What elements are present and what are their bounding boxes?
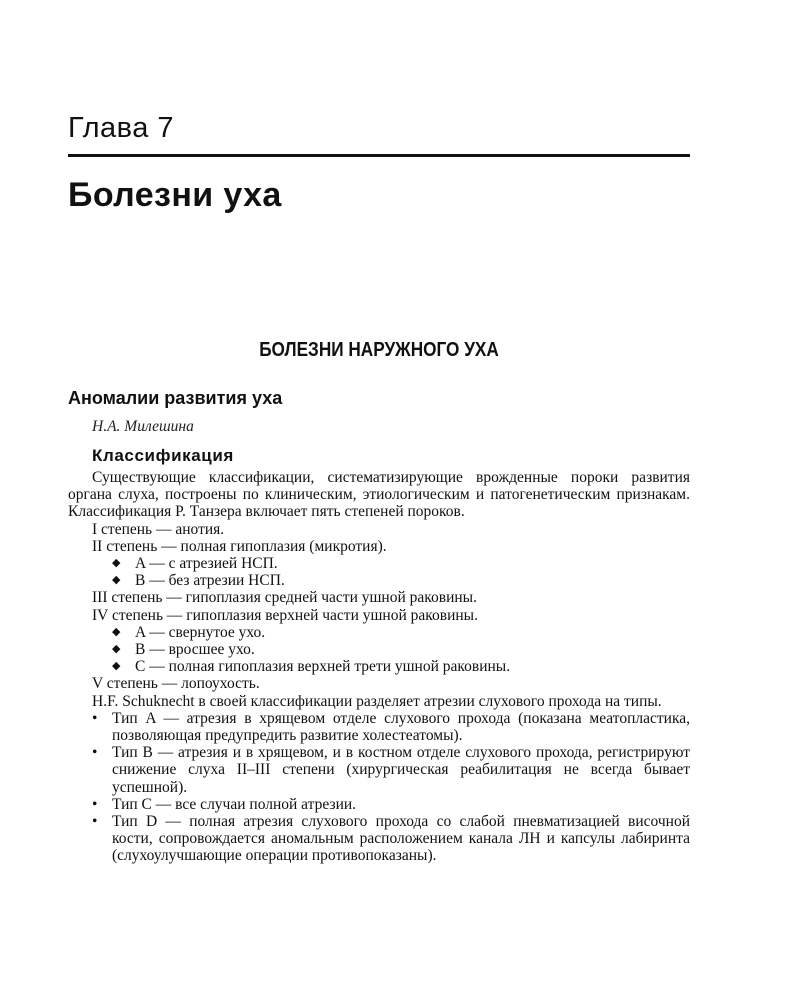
intro-paragraph: Существующие классификации, систематизирующие врожденные пороки развития органа слуха, построены по клиническим, этиологическим и патогенетическим признакам. Классификация P. Танзера включает пять степеней пороков. bbox=[68, 469, 690, 521]
degree-2: II степень — полная гипоплазия (микротия). bbox=[92, 537, 387, 555]
list-item bbox=[68, 658, 690, 675]
list-item bbox=[68, 796, 690, 813]
degree-2-subtypes bbox=[68, 555, 690, 589]
list-item-text: Тип C — все случаи полной атрезии. bbox=[112, 795, 357, 813]
list-item-text: B — вросшее ухо. bbox=[135, 641, 255, 659]
degree-5: V степень — лопоухость. bbox=[92, 675, 260, 693]
list-item-text: A — с атрезией НСП. bbox=[135, 555, 278, 573]
diamond-bullet-icon: ◆ bbox=[112, 557, 121, 570]
bullet-icon: • bbox=[92, 709, 98, 727]
degree-4: IV степень — гипоплазия верхней части ушной раковины. bbox=[92, 606, 478, 624]
body-text bbox=[68, 469, 690, 865]
list-item bbox=[68, 624, 690, 641]
list-item-text: B — без атрезии НСП. bbox=[135, 572, 285, 590]
degree-1: I степень — анотия. bbox=[92, 520, 225, 538]
subsection-title: Аномалии развития уха bbox=[68, 388, 283, 408]
bullet-icon: • bbox=[92, 795, 98, 813]
chapter-divider bbox=[68, 154, 690, 157]
list-item bbox=[68, 572, 690, 589]
list-item-text: Тип B — атрезия и в хрящевом, и в костном отделе слухового прохода, регистрируют снижение слуха II–III степени (хирургическая реабилитация не всегда бывает успешной). bbox=[112, 744, 690, 796]
list-item-text: Тип D — полная атрезия слухового прохода со слабой пневматизацией височной кости, сопровождается аномальным расположением канала ЛН и капсулы лабиринта (слухоулучшающие операции противопоказаны). bbox=[112, 813, 690, 865]
list-item bbox=[68, 744, 690, 796]
list-item bbox=[68, 813, 690, 865]
list-item bbox=[68, 710, 690, 744]
chapter-label: Глава 7 bbox=[68, 112, 175, 144]
diamond-bullet-icon: ◆ bbox=[112, 574, 121, 587]
diamond-bullet-icon: ◆ bbox=[112, 625, 121, 638]
classification-heading: Классификация bbox=[92, 446, 234, 465]
schuknecht-paragraph: H.F. Schuknecht в своей классификации разделяет атрезии слухового прохода на типы. bbox=[92, 692, 662, 710]
diamond-bullet-icon: ◆ bbox=[112, 660, 121, 673]
list-item-text: A — свернутое ухо. bbox=[135, 623, 266, 641]
list-item bbox=[68, 641, 690, 658]
section-title: БОЛЕЗНИ НАРУЖНОГО УХА bbox=[259, 339, 499, 361]
list-item-text: Тип A — атрезия в хрящевом отделе слухового прохода (показана меатопластика, позволяющая предупредить развитие холестеатомы). bbox=[112, 709, 690, 745]
chapter-title: Болезни уха bbox=[68, 176, 282, 214]
list-item-text: C — полная гипоплазия верхней трети ушной раковины. bbox=[135, 658, 511, 676]
degree-4-subtypes bbox=[68, 624, 690, 676]
author-name: Н.А. Милешина bbox=[92, 418, 194, 435]
bullet-icon: • bbox=[92, 813, 98, 831]
degree-3: III степень — гипоплазия средней части ушной раковины. bbox=[92, 589, 477, 607]
atresia-types-list bbox=[68, 710, 690, 865]
diamond-bullet-icon: ◆ bbox=[112, 643, 121, 656]
list-item bbox=[68, 555, 690, 572]
bullet-icon: • bbox=[92, 744, 98, 762]
